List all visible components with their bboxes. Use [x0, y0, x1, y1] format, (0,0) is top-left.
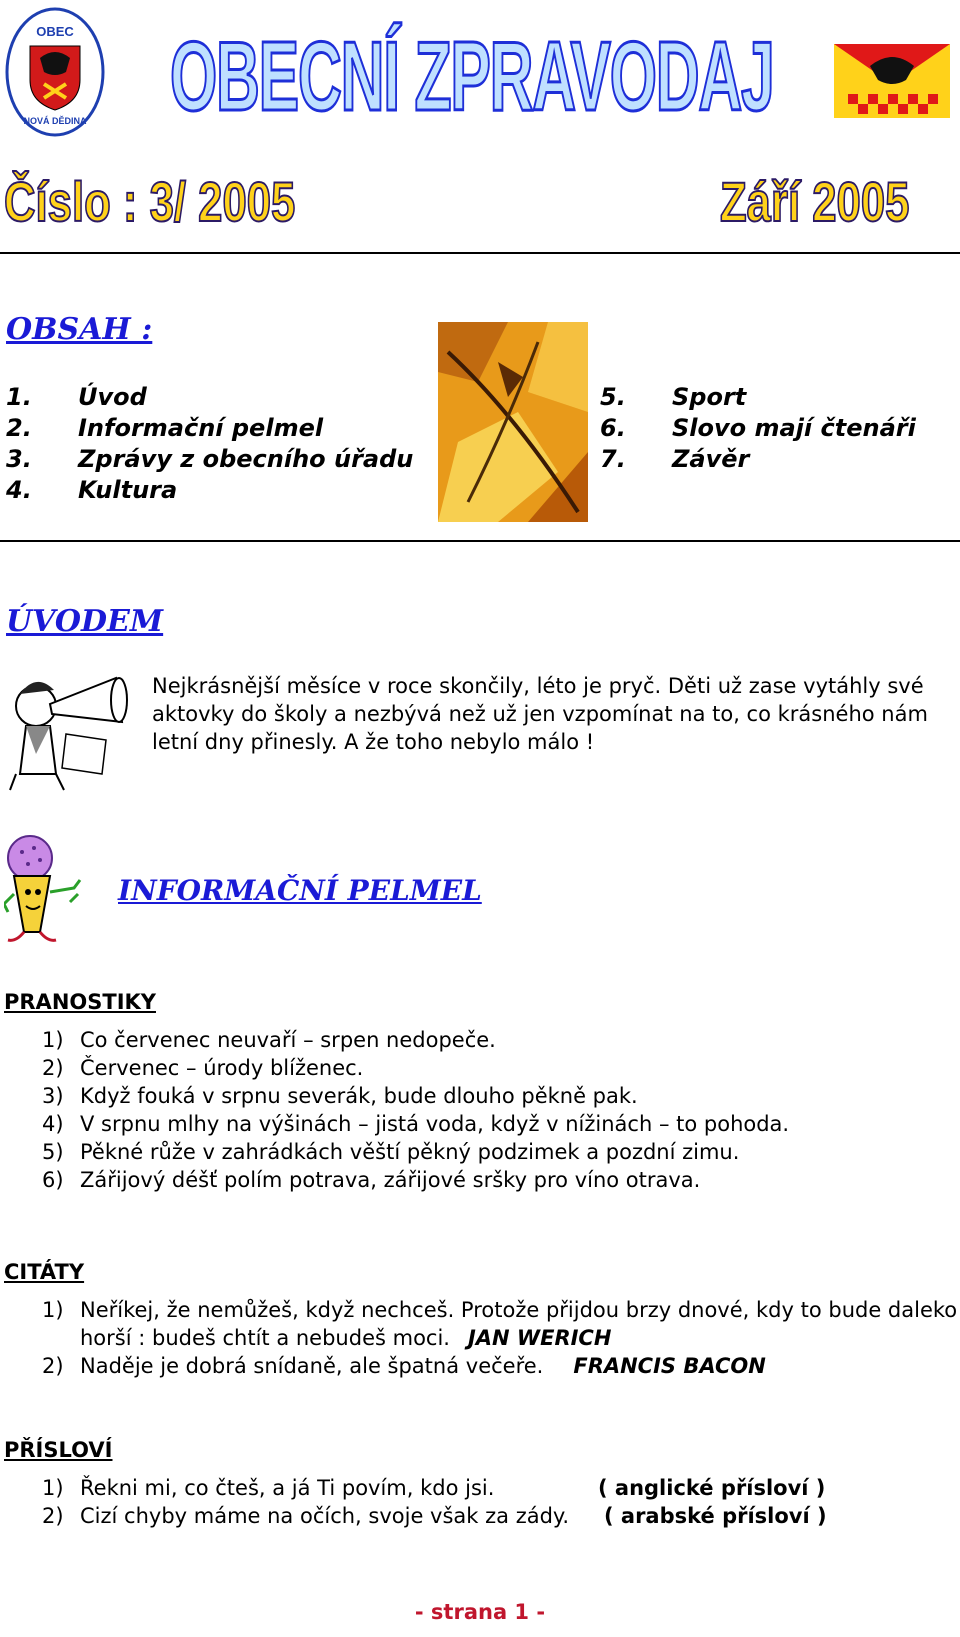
village-flag-icon [834, 44, 950, 118]
list-item: 2) Cizí chyby máme na očích, svoje však za zády. ( arabské přísloví ) [42, 1504, 827, 1528]
divider [0, 252, 960, 254]
intro-heading: ÚVODEM [6, 604, 164, 639]
list-item: 2) Naděje je dobrá snídaně, ale špatná večeře. FRANCIS BACON [42, 1354, 766, 1378]
prislovi-list [42, 1474, 942, 1530]
list-item: 1) Řekni mi, co čteš, a já Ti povím, kdo jsi. ( anglické přísloví ) [42, 1476, 826, 1500]
megaphone-cartoon-icon [6, 664, 136, 794]
list-item: 3) Když fouká v srpnu severák, bude dlouho pěkně pak. [42, 1084, 638, 1108]
proverb-source: ( anglické přísloví ) [598, 1476, 826, 1500]
toc-item-slovo-maji-ctenari[interactable]: 6. Slovo mají čtenáři [600, 414, 916, 442]
logo-text-top: OBEC [36, 24, 74, 39]
ice-cream-cartoon-icon [4, 832, 84, 950]
toc-right-column [600, 382, 916, 475]
masthead [170, 14, 790, 138]
list-item: 6) Zářijový déšť polím potrava, zářijové sršky pro víno otrava. [42, 1168, 701, 1192]
list-item: 2) Červenec – úrody blíženec. [42, 1056, 364, 1080]
pranostiky-heading: PRANOSTIKY [4, 990, 156, 1014]
toc-item-sport[interactable]: 5. Sport [600, 383, 747, 411]
divider [0, 540, 960, 542]
list-item: 4) V srpnu mlhy na výšinách – jistá voda, když v nížinách – to pohoda. [42, 1112, 790, 1136]
toc-item-zaver[interactable]: 7. Závěr [600, 445, 750, 473]
list-item-continuation: horší : budeš chtít a nebudeš moci. JAN WERICH [80, 1326, 612, 1350]
pranostiky-list [42, 1026, 789, 1194]
village-coat-of-arms-logo [4, 6, 106, 138]
toc-heading: OBSAH : [6, 312, 153, 347]
logo-text-bottom: NOVÁ DĚDINA [23, 116, 87, 126]
list-item: 1) Co červenec neuvaří – srpen nedopeče. [42, 1028, 496, 1052]
autumn-leaves-image [438, 322, 588, 522]
toc-item-uvod[interactable]: 1. Úvod [6, 383, 147, 411]
quote-author: JAN WERICH [467, 1326, 612, 1350]
intro-text: Nejkrásnější měsíce v roce skončily, léto je pryč. Děti už zase vytáhly své aktovky do školy a nezbývá než už jen vzpomínat na to, co krásného nám letní dny přinesly. A že toho nebylo málo ! [152, 674, 928, 754]
list-item: 5) Pěkné růže v zahrádkách věští pěkný podzimek a pozdní zimu. [42, 1140, 740, 1164]
citaty-heading: CITÁTY [4, 1260, 85, 1284]
masthead-title: OBECNÍ ZPRAVODAJ [170, 21, 774, 131]
toc-item-informacni-pelmel[interactable]: 2. Informační pelmel [6, 414, 324, 442]
toc-item-zpravy[interactable]: 3. Zprávy z obecního úřadu [6, 445, 414, 473]
toc-left-column [6, 382, 413, 506]
citaty-list [42, 1296, 957, 1380]
issue-date: Září 2005 [720, 170, 910, 233]
toc-item-kultura[interactable]: 4. Kultura [6, 476, 178, 504]
issue-number: Číslo : 3/ 2005 [4, 170, 296, 233]
list-item: 1) Neříkej, že nemůžeš, když nechceš. Protože přijdou brzy dnové, kdy to bude daleko [42, 1298, 958, 1322]
quote-author: FRANCIS BACON [573, 1354, 766, 1378]
info-heading: INFORMAČNÍ PELMEL [118, 874, 482, 907]
proverb-source: ( arabské přísloví ) [604, 1504, 827, 1528]
prislovi-heading: PŘÍSLOVÍ [4, 1438, 113, 1462]
page-number: - strana 1 - [414, 1600, 546, 1624]
